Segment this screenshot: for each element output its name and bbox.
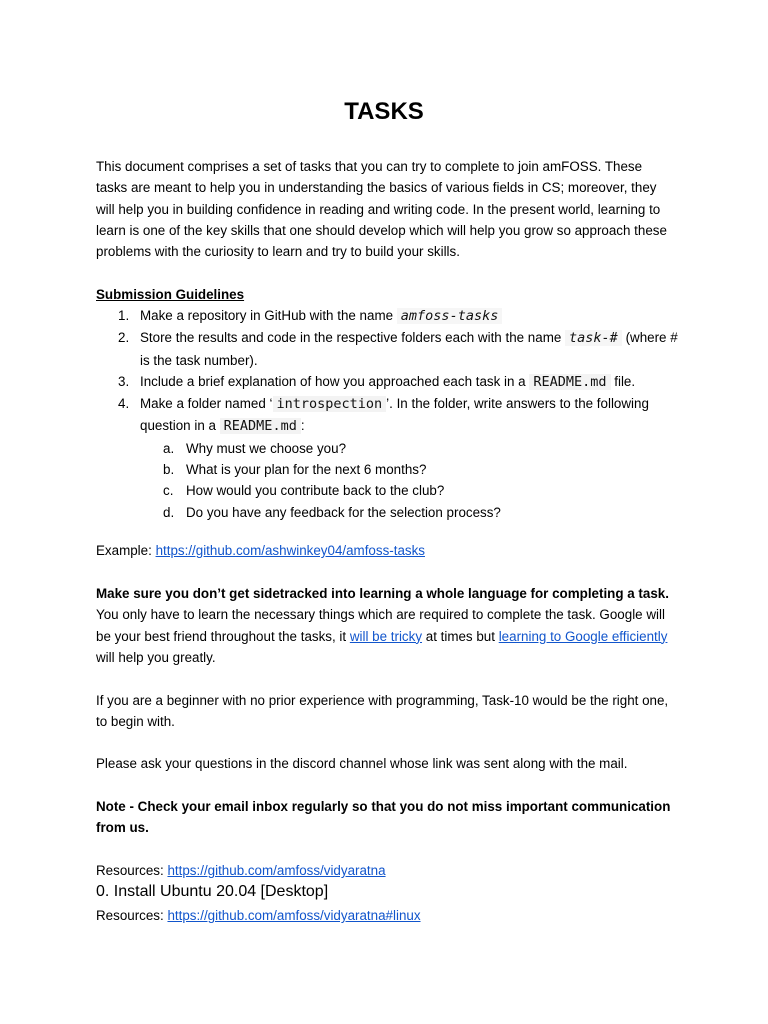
list-item: b. What is your plan for the next 6 months? bbox=[163, 462, 427, 478]
code-task-folder: task-# bbox=[565, 330, 622, 346]
example-line: Example: https://github.com/ashwinkey04/amfoss-tasks bbox=[96, 543, 425, 558]
page-title: TASKS bbox=[344, 98, 424, 125]
list-item: 4. Make a folder named ‘ introspection ’. In the folder, write answers to the following question in a README.md : a. Why must we choose you? b. What is your plan for the next 6 months? c. How would you contribute back to the club? d. Do you have any feedback for the selection process? bbox=[118, 393, 678, 523]
discord-paragraph: Please ask your questions in the discord channel whose link was sent along with the mail. bbox=[96, 756, 628, 771]
list-item: c. How would you contribute back to the club? bbox=[163, 483, 445, 499]
vidyaratna-linux-link[interactable]: https://github.com/amfoss/vidyaratna#linux bbox=[167, 908, 421, 923]
code-repo-name: amfoss-tasks bbox=[397, 308, 503, 324]
learning-to-google-link[interactable]: learning to Google efficiently bbox=[498, 628, 668, 644]
vidyaratna-link[interactable]: https://github.com/amfoss/vidyaratna bbox=[167, 863, 386, 878]
list-item: a. Why must we choose you? bbox=[163, 440, 347, 456]
sidetrack-warning: Make sure you don’t get sidetracked into learning a whole language for completing a task. bbox=[96, 586, 669, 601]
code-introspection: introspection bbox=[273, 396, 387, 412]
beginner-paragraph: If you are a beginner with no prior experience with programming, Task-10 would be the right one, to begin with. bbox=[96, 693, 669, 730]
list-item: d. Do you have any feedback for the selection process? bbox=[163, 504, 501, 520]
list-item: 2. Store the results and code in the respective folders each with the name task-# (where # is the task number). bbox=[118, 330, 678, 368]
section-heading-install-ubuntu: 0. Install Ubuntu 20.04 [Desktop] bbox=[96, 883, 329, 900]
will-be-tricky-link[interactable]: will be tricky bbox=[349, 628, 423, 644]
example-link[interactable]: https://github.com/ashwinkey04/amfoss-tasks bbox=[155, 543, 425, 558]
list-item: 1. Make a repository in GitHub with the name amfoss-tasks bbox=[118, 305, 678, 327]
note-paragraph: Note - Check your email inbox regularly so that you do not miss important communication from us. bbox=[96, 799, 671, 836]
code-readme: README.md bbox=[220, 418, 301, 434]
resources-line: Resources: https://github.com/amfoss/vidyaratna#linux bbox=[96, 908, 421, 923]
resources-line: Resources: https://github.com/amfoss/vidyaratna bbox=[96, 863, 386, 878]
intro-paragraph: This document comprises a set of tasks that you can try to complete to join amFOSS. These tasks are meant to help you in understanding the basics of various fields in CS; moreover, they will help you in building confidence in reading and writing code. In the present world, learning to learn is one of the key skills that one should develop which will help you grow so approach these problems with the curiosity to learn and try to build your skills. bbox=[96, 159, 667, 260]
learning-paragraph: Make sure you don’t get sidetracked into learning a whole language for completing a task. You only have to learn the necessary things which are required to complete the task. Google will be your best friend throughout the tasks, it will be tricky at times but learning to Google efficiently will help you greatly. bbox=[96, 586, 669, 665]
question-sublist bbox=[140, 438, 678, 523]
submission-guidelines-list bbox=[118, 305, 678, 523]
list-item: 3. Include a brief explanation of how you approached each task in a README.md file. bbox=[118, 373, 636, 390]
code-readme: README.md bbox=[529, 374, 610, 390]
submission-guidelines-heading: Submission Guidelines bbox=[96, 287, 245, 302]
